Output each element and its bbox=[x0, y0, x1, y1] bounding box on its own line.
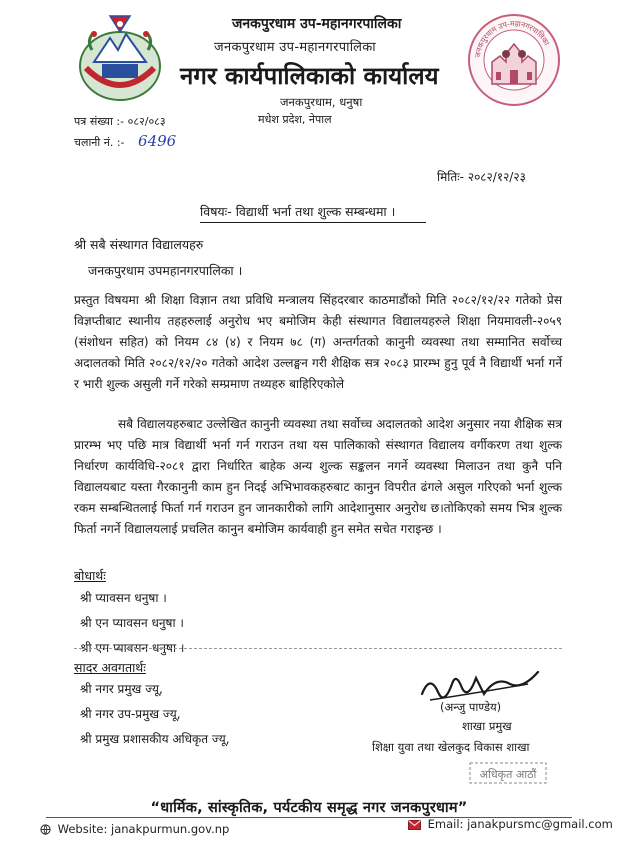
province: मधेश प्रदेश, नेपाल bbox=[258, 113, 332, 126]
subject bbox=[200, 203, 395, 220]
cc-item: श्री एम प्यावसन धनुषा । bbox=[80, 641, 185, 655]
stamp-mark bbox=[469, 761, 547, 785]
subject-text: विद्यार्थी भर्ना तथा शुल्क सम्बन्धमा । bbox=[235, 204, 396, 219]
footer-email bbox=[408, 817, 613, 831]
sadar-item: श्री प्रमुख प्रशासकीय अधिकृत ज्यू, bbox=[80, 732, 230, 746]
dispatch-number bbox=[74, 132, 176, 150]
janakpur-temple-seal-icon bbox=[466, 12, 562, 108]
date-value: २०८२/१२/२३ bbox=[467, 170, 526, 184]
date-label: मितिः- bbox=[437, 170, 464, 184]
subject-label: विषयः- bbox=[200, 204, 232, 219]
signatory-name: (अन्जु पाण्डेय) bbox=[440, 700, 502, 714]
footer-slogan: “धार्मिक, सांस्कृतिक, पर्यटकीय समृद्ध नगर जनकपुरधाम” bbox=[150, 800, 468, 816]
dispatch-number-label: चलानी नं. :- bbox=[74, 136, 125, 149]
cc-title: बोधार्थः bbox=[74, 568, 106, 583]
footer-website bbox=[40, 822, 229, 836]
location: जनकपुरधाम, धनुषा bbox=[280, 95, 363, 109]
letter-date bbox=[437, 168, 526, 185]
sadar-list bbox=[80, 677, 230, 752]
letter-number bbox=[74, 114, 166, 129]
dispatch-number-value: 6496 bbox=[138, 132, 177, 150]
email-icon bbox=[408, 820, 421, 830]
addressee-line-2: जनकपुरधाम उपमहानगरपालिका । bbox=[88, 263, 243, 278]
letter-number-label: पत्र संख्या :- bbox=[74, 115, 125, 128]
sadar-title: सादर अवगतार्थः bbox=[74, 660, 146, 675]
globe-icon bbox=[40, 824, 51, 835]
nepal-emblem-icon bbox=[72, 10, 168, 106]
subject-underline bbox=[200, 222, 426, 223]
municipality-name: जनकपुरधाम उप-महानगरपालिका bbox=[232, 16, 402, 32]
office-title: नगर कार्यपालिकाको कार्यालय bbox=[180, 62, 439, 90]
email-text: Email: janakpursmc@gmail.com bbox=[427, 817, 613, 831]
signatory-branch: शिक्षा युवा तथा खेलकुद विकास शाखा bbox=[372, 740, 530, 754]
cc-item: श्री एन प्यावसन धनुषा । bbox=[80, 616, 184, 630]
addressee-line-1: श्री सबै संस्थागत विद्यालयहरु bbox=[74, 237, 204, 252]
signatory-post: शाखा प्रमुख bbox=[462, 719, 512, 733]
cc-item: श्री प्यावसन धनुषा । bbox=[80, 591, 167, 605]
stamp-text: अधिकृत आठौं bbox=[479, 768, 537, 781]
sadar-item: श्री नगर प्रमुख ज्यू, bbox=[80, 682, 163, 696]
municipality-name-mithila: जनकपुरधाम उप-महानगरपालिका bbox=[214, 40, 376, 55]
divider bbox=[74, 648, 562, 649]
sadar-item: श्री नगर उप-प्रमुख ज्यू, bbox=[80, 707, 181, 721]
cc-list bbox=[80, 586, 184, 661]
body-paragraph-2: सबै विद्यालयहरुबाट उल्लेखित कानुनी व्यवस्था तथा सर्वोच्च अदालतको आदेश अनुसार नया शैक्षिक सत्र प्रारम्भ भए पछि मात्र विद्यार्थी भर्ना गर्न गराउन तथा यस पालिकाको संस्थागत विद्यालय वर्गीकरण तथा शुल्क निर्धारण कार्यविधि-२०८१ द्वारा निर्धारित बाहेक अन्य शुल्क सङ्कलन नगर्ने व्यवस्था मिलाउन तथा कुनै पनि विद्यालयबाट यस्ता गैरकानुनी काम हुन निदई अभिभावकहरुबाट कानुन विपरीत ढंगले असुल गरिएको भर्ना शुल्क रकम सम्बन्धितलाई फिर्ता गर्न गराउन हुन जानकारीको लागि आदेशानुसार अनुरोध छ।तोकिएको समय भित्र शुल्क फिर्ता नगर्ने विद्यालयलाई प्रचलित कानुन बमोजिम कार्यवाही हुन समेत सचेत गराइन्छ । bbox=[74, 417, 562, 536]
seal-ring-text: जनकपुरधाम उप-महानगरपालिका bbox=[473, 18, 552, 59]
website-text: Website: janakpurmun.gov.np bbox=[57, 822, 230, 836]
body-paragraph-1: प्रस्तुत विषयमा श्री शिक्षा विज्ञान तथा प्रविधि मन्त्रालय सिंहदरबार काठमाडौंको मिति २०८२/१२/२२ गतेको प्रेस विज्ञप्तीबाट स्थानीय तहहरुलाई अनुरोध भए बमोजिम केही संस्थागत विद्यालयहरुले शिक्षा नियमावली-२०५९ (संशोधन सहित) को नियम ८४ (४) र नियम ७८ (ग) अन्तर्गतको कानुनी व्यवस्था तथा सम्मानित सर्वोच्च अदालतको मिति २०८२/१२/२० गतेको आदेश उल्लङ्घन गरी शैक्षिक सत्र २०८३ प्रारम्भ हुनु पूर्व नै विद्यार्थी भर्ना गर्ने र भारी शुल्क असुली गर्ने गरेको सम्प्रमाण तथ्यहरु बाहिरिएकोले bbox=[74, 293, 562, 391]
letter-number-value: ०८२/०८३ bbox=[127, 115, 166, 128]
